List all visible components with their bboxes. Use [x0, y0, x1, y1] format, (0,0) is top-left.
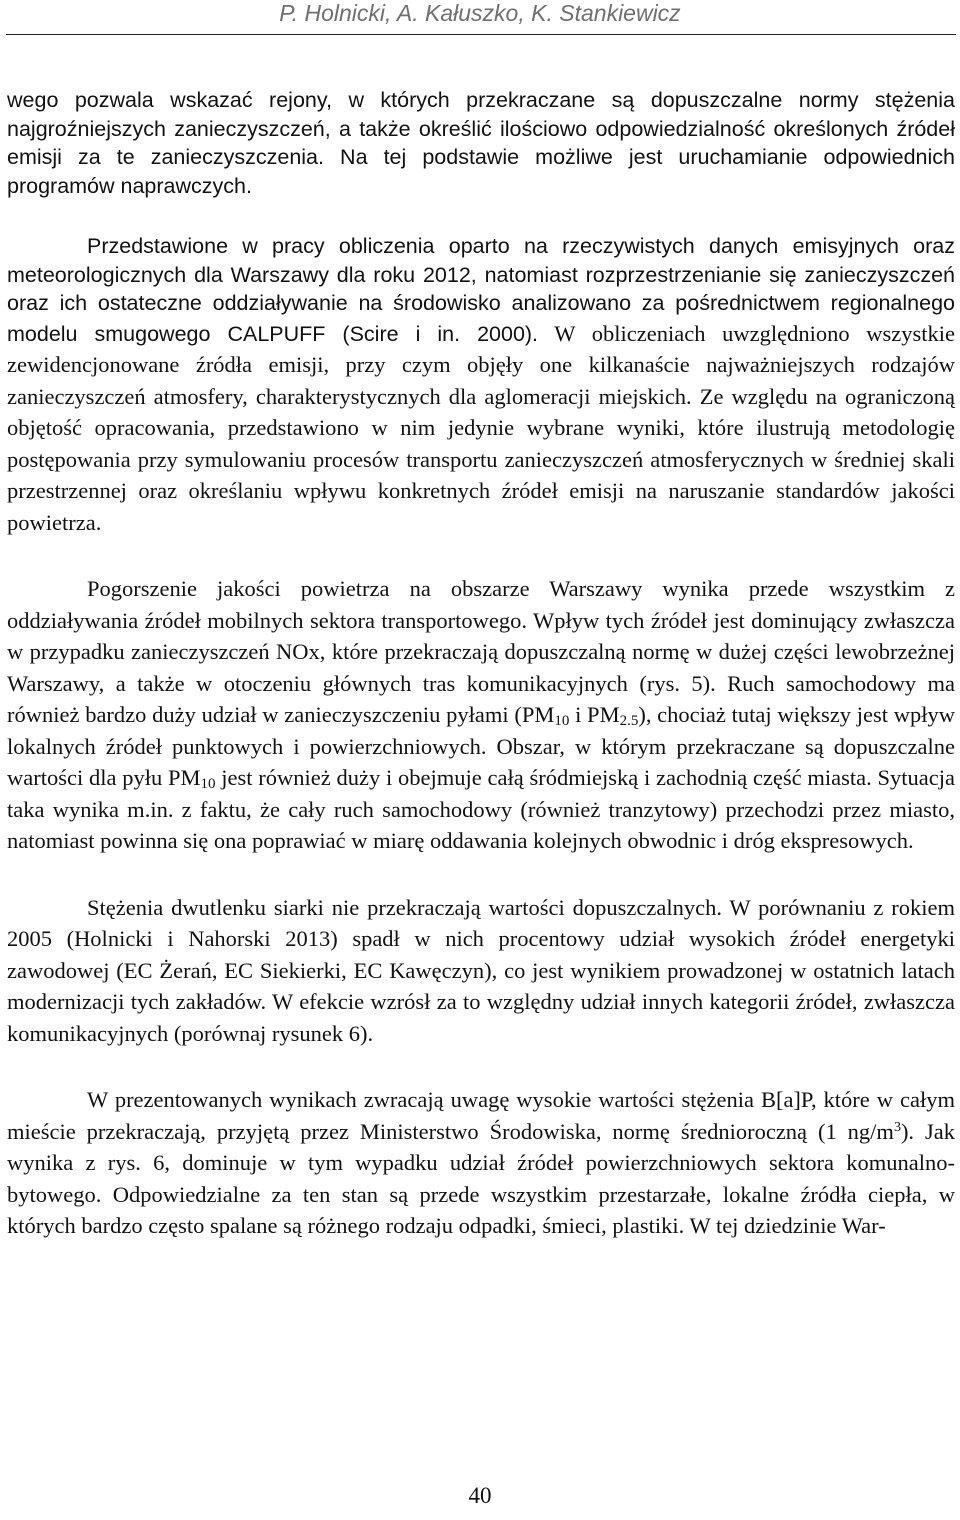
paragraph-sulfur-dioxide: Stężenia dwutlenku siarki nie przekraczają wartości dopuszczalnych. W porównaniu z rokiem 2005 (Holnicki i Nahorski 2013) spadł w nich procentowy udział wysokich źródeł energetyki zawodowej (EC Żerań, EC Siekierki, EC Kawęczyn), co jest wynikiem prowadzonej w ostatnich latach modernizacji tych zakładów. W efekcie wzrósł za to względny udział innych kategorii źródeł, zwłaszcza komunikacyjnych (porównaj rysunek 6).	[7, 894, 955, 1046]
paragraph-bap	[7, 1084, 955, 1242]
page-body	[7, 86, 955, 1242]
running-header: P. Holnicki, A. Kałuszko, K. Stankiewicz	[279, 0, 681, 26]
text-segment: ), chociaż tutaj większy jest wpływ lokalnych źródeł punktowych i powierzchniowych. Obszar, w którym przekraczane są dopuszczalne wartości dla pyłu PM	[7, 702, 955, 790]
paragraph-methods	[7, 232, 955, 538]
paragraph-intro: wego pozwala wskazać rejony, w których przekraczane są dopuszczalne normy stężenia najgroźniejszych zanieczyszczeń, a także określić ilościowo odpowiedzialność określonych źródeł emisji za te zanieczyszczenia. Na tej podstawie możliwe jest uruchamianie odpowiednich programów naprawczych.	[7, 88, 955, 198]
paragraph-air-quality	[7, 573, 955, 857]
text-segment: ). Jak wynika z rys. 6, dominuje w tym wypadku udział źródeł powierzchniowych sektora komunalno-bytowego. Odpowiedzialne za ten stan są przede wszystkim przestarzałe, lokalne źródła ciepła, w których bardzo często spalane są różnego rodzaju odpadki, śmieci, plastiki. W tej dziedzinie War-	[7, 1118, 955, 1238]
subscript-pm10: 10	[200, 776, 216, 792]
superscript-cubic: 3	[893, 1119, 901, 1135]
paragraph-methods-sans-part: Przedstawione w pracy obliczenia oparto na rzeczywistych danych emisyjnych oraz meteorologicznych dla Warszawy dla roku 2012, natomiast rozprzestrzenianie się zanieczyszczeń oraz ich ostateczne oddziaływanie na środowisko analizowano za pośrednictwem regionalnego modelu smugowego CALPUFF (Scire i in. 2000).	[7, 234, 955, 346]
text-segment: i PM	[569, 702, 620, 727]
subscript-pm25: 2.5	[619, 713, 639, 729]
paragraph-methods-serif-part: W obliczeniach uwzględniono wszystkie zewidencjonowane źródła emisji, przy czym objęły one kilkanaście najważniejszych rodzajów zanieczyszczeń atmosfery, charakterystycznych dla aglomeracji miejskich. Ze względu na ograniczoną objętość opracowania, przedstawiono w nim jedynie wybrane wyniki, które ilustrują metodologię postępowania przy symulowaniu procesów transportu zanieczyszczeń atmosferycznych w średniej skali przestrzennej oraz określaniu wpływu konkretnych źródeł emisji na naruszanie standardów jakości powietrza.	[7, 320, 955, 535]
subscript-pm10: 10	[554, 713, 570, 729]
text-segment: W prezentowanych wynikach zwracają uwagę wysokie wartości stężenia B[a]P, które w całym mieście przekraczają, przyjętą przez Ministerstwo Środowiska, normę średnioroczną (1 ng/m	[7, 1087, 955, 1144]
text-segment: Pogorszenie jakości powietrza na obszarze Warszawy wynika przede wszystkim z oddziaływania źródeł mobilnych sektora transportowego. Wpływ tych źródeł jest dominujący zwłaszcza w przypadku zanieczyszczeń NOx, które przekraczają dopuszczalną normę w dużej części lewobrzeżnej Warszawy, a także w otoczeniu głównych tras komunikacyjnych (rys. 5). Ruch samochodowy ma również bardzo duży udział w zanieczyszczeniu pyłami (PM	[7, 576, 955, 727]
page-number: 40	[468, 1483, 492, 1508]
text-segment: jest również duży i obejmuje całą śródmiejską i zachodnią część miasta. Sytuacja taka wynika m.in. z faktu, że cały ruch samochodowy (również tranzytowy) przechodzi przez miasto, natomiast powinna się ona poprawiać w miarę oddawania kolejnych obwodnic i dróg ekspresowych.	[7, 765, 955, 853]
header-rule	[6, 34, 956, 35]
